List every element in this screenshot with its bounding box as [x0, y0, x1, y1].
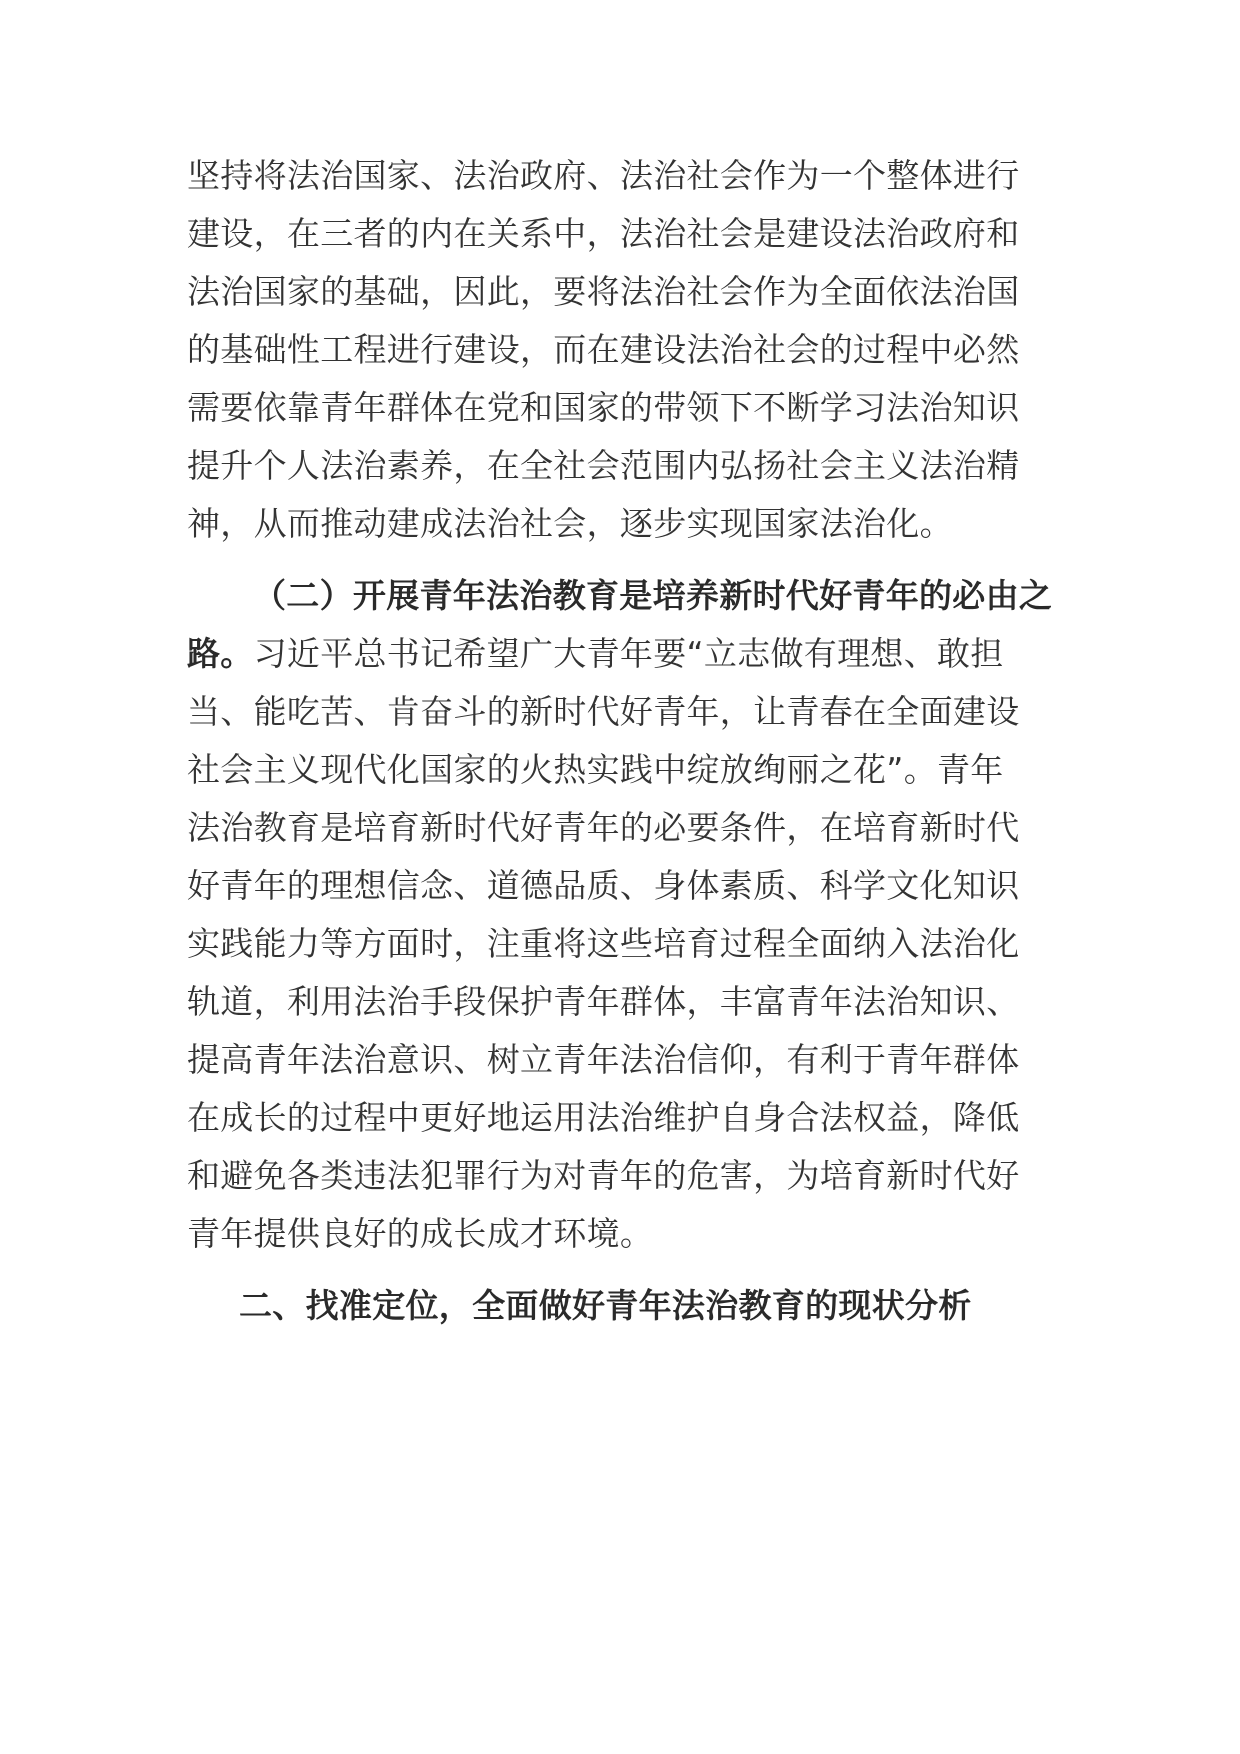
section-heading: 二、找准定位，全面做好青年法治教育的现状分析	[239, 1286, 972, 1325]
paragraph-line: 和避免各类违法犯罪行为对青年的危害，为培育新时代好	[187, 1156, 1020, 1195]
paragraph-line: 的基础性工程进行建设，而在建设法治社会的过程中必然	[187, 330, 1020, 369]
paragraph-text: 习近平总书记希望广大青年要“立志做有理想、敢担	[253, 634, 1004, 673]
paragraph-line: 法治国家的基础，因此，要将法治社会作为全面依法治国	[187, 272, 1020, 311]
paragraph-line: 建设，在三者的内在关系中，法治社会是建设法治政府和	[187, 214, 1020, 253]
paragraph-line	[187, 628, 1057, 680]
paragraph-line: 需要依靠青年群体在党和国家的带领下不断学习法治知识	[187, 388, 1020, 427]
paragraph-line: 社会主义现代化国家的火热实践中绽放绚丽之花”。青年	[187, 750, 1004, 789]
paragraph-line: 好青年的理想信念、道德品质、身体素质、科学文化知识	[187, 866, 1020, 905]
paragraph-line: 法治教育是培育新时代好青年的必要条件，在培育新时代	[187, 808, 1020, 847]
paragraph-line: 在成长的过程中更好地运用法治维护自身合法权益，降低	[187, 1098, 1020, 1137]
paragraph-line: 坚持将法治国家、法治政府、法治社会作为一个整体进行	[187, 156, 1020, 195]
paragraph-line: 轨道，利用法治手段保护青年群体，丰富青年法治知识、	[187, 982, 1020, 1021]
subsection-heading-end: 路。	[187, 634, 254, 673]
paragraph-line: 实践能力等方面时，注重将这些培育过程全面纳入法治化	[187, 924, 1020, 963]
subsection-heading: （二）开展青年法治教育是培养新时代好青年的必由之	[253, 576, 1053, 615]
paragraph-line: 提高青年法治意识、树立青年法治信仰，有利于青年群体	[187, 1040, 1020, 1079]
paragraph-line: 提升个人法治素养，在全社会范围内弘扬社会主义法治精	[187, 446, 1020, 485]
paragraph-line: 神，从而推动建成法治社会，逐步实现国家法治化。	[187, 504, 953, 543]
paragraph-line: 青年提供良好的成长成才环境。	[187, 1214, 654, 1253]
paragraph-line: 当、能吃苦、肯奋斗的新时代好青年，让青春在全面建设	[187, 692, 1020, 731]
